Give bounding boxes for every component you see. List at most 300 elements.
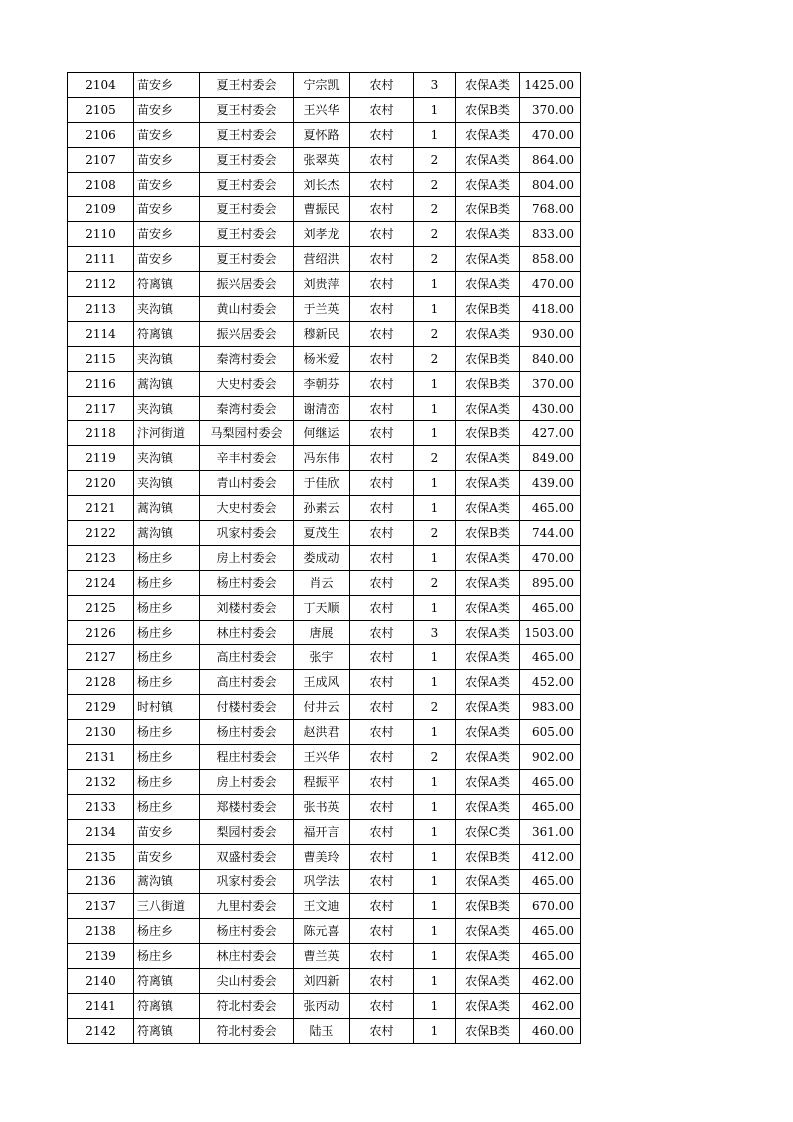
insurance-category-cell: 农保C类 [456, 819, 520, 844]
village-committee-cell: 夏王村委会 [200, 73, 294, 98]
insurance-category-cell: 农保B类 [456, 894, 520, 919]
village-committee-cell: 尖山村委会 [200, 969, 294, 994]
township-cell: 三八街道 [134, 894, 200, 919]
insurance-category-cell: 农保A类 [456, 247, 520, 272]
person-name-cell: 王成风 [294, 670, 350, 695]
village-committee-cell: 夏王村委会 [200, 147, 294, 172]
insurance-category-cell: 农保B类 [456, 1018, 520, 1043]
household-type-cell: 农村 [350, 321, 414, 346]
township-cell: 苗安乡 [134, 819, 200, 844]
member-count-cell: 1 [414, 122, 456, 147]
table-row [68, 570, 581, 595]
member-count-cell: 1 [414, 993, 456, 1018]
insurance-category-cell: 农保A类 [456, 620, 520, 645]
household-type-cell: 农村 [350, 745, 414, 770]
data-table [67, 72, 581, 1044]
amount-cell: 460.00 [520, 1018, 581, 1043]
table-row [68, 122, 581, 147]
household-type-cell: 农村 [350, 819, 414, 844]
amount-cell: 465.00 [520, 496, 581, 521]
record-number-cell: 2140 [68, 969, 134, 994]
amount-cell: 465.00 [520, 944, 581, 969]
household-type-cell: 农村 [350, 944, 414, 969]
household-type-cell: 农村 [350, 521, 414, 546]
person-name-cell: 刘孝龙 [294, 222, 350, 247]
person-name-cell: 丁天顺 [294, 595, 350, 620]
township-cell: 苗安乡 [134, 97, 200, 122]
table-row [68, 421, 581, 446]
person-name-cell: 冯东伟 [294, 446, 350, 471]
township-cell: 苗安乡 [134, 197, 200, 222]
person-name-cell: 程振平 [294, 769, 350, 794]
member-count-cell: 3 [414, 73, 456, 98]
township-cell: 符离镇 [134, 1018, 200, 1043]
insurance-category-cell: 农保B类 [456, 421, 520, 446]
village-committee-cell: 双盛村委会 [200, 844, 294, 869]
table-row [68, 346, 581, 371]
insurance-category-cell: 农保A类 [456, 222, 520, 247]
table-row [68, 670, 581, 695]
table-row [68, 496, 581, 521]
household-type-cell: 农村 [350, 670, 414, 695]
amount-cell: 465.00 [520, 769, 581, 794]
person-name-cell: 夏茂生 [294, 521, 350, 546]
member-count-cell: 1 [414, 844, 456, 869]
record-number-cell: 2123 [68, 545, 134, 570]
member-count-cell: 2 [414, 570, 456, 595]
table-row [68, 545, 581, 570]
township-cell: 夹沟镇 [134, 346, 200, 371]
record-number-cell: 2139 [68, 944, 134, 969]
village-committee-cell: 辛丰村委会 [200, 446, 294, 471]
record-number-cell: 2111 [68, 247, 134, 272]
insurance-category-cell: 农保B类 [456, 346, 520, 371]
household-type-cell: 农村 [350, 1018, 414, 1043]
record-number-cell: 2108 [68, 172, 134, 197]
township-cell: 杨庄乡 [134, 595, 200, 620]
person-name-cell: 营绍洪 [294, 247, 350, 272]
township-cell: 蒿沟镇 [134, 521, 200, 546]
table-row [68, 919, 581, 944]
amount-cell: 833.00 [520, 222, 581, 247]
person-name-cell: 张宇 [294, 645, 350, 670]
table-row [68, 695, 581, 720]
record-number-cell: 2115 [68, 346, 134, 371]
record-number-cell: 2120 [68, 471, 134, 496]
member-count-cell: 2 [414, 521, 456, 546]
village-committee-cell: 房上村委会 [200, 545, 294, 570]
insurance-category-cell: 农保A类 [456, 172, 520, 197]
household-type-cell: 农村 [350, 769, 414, 794]
village-committee-cell: 梨园村委会 [200, 819, 294, 844]
record-number-cell: 2117 [68, 396, 134, 421]
township-cell: 蒿沟镇 [134, 496, 200, 521]
member-count-cell: 1 [414, 769, 456, 794]
record-number-cell: 2132 [68, 769, 134, 794]
township-cell: 杨庄乡 [134, 620, 200, 645]
person-name-cell: 谢清峦 [294, 396, 350, 421]
amount-cell: 864.00 [520, 147, 581, 172]
amount-cell: 902.00 [520, 745, 581, 770]
record-number-cell: 2133 [68, 794, 134, 819]
amount-cell: 465.00 [520, 869, 581, 894]
person-name-cell: 付井云 [294, 695, 350, 720]
insurance-category-cell: 农保A类 [456, 919, 520, 944]
amount-cell: 439.00 [520, 471, 581, 496]
township-cell: 符离镇 [134, 272, 200, 297]
township-cell: 杨庄乡 [134, 670, 200, 695]
amount-cell: 370.00 [520, 371, 581, 396]
record-number-cell: 2141 [68, 993, 134, 1018]
insurance-category-cell: 农保A类 [456, 570, 520, 595]
village-committee-cell: 夏王村委会 [200, 222, 294, 247]
amount-cell: 465.00 [520, 645, 581, 670]
township-cell: 杨庄乡 [134, 944, 200, 969]
record-number-cell: 2121 [68, 496, 134, 521]
village-committee-cell: 程庄村委会 [200, 745, 294, 770]
record-number-cell: 2126 [68, 620, 134, 645]
table-row [68, 521, 581, 546]
household-type-cell: 农村 [350, 371, 414, 396]
household-type-cell: 农村 [350, 297, 414, 322]
township-cell: 夹沟镇 [134, 446, 200, 471]
member-count-cell: 2 [414, 446, 456, 471]
township-cell: 杨庄乡 [134, 919, 200, 944]
member-count-cell: 1 [414, 894, 456, 919]
table-row [68, 247, 581, 272]
amount-cell: 465.00 [520, 595, 581, 620]
table-row [68, 297, 581, 322]
insurance-category-cell: 农保B类 [456, 521, 520, 546]
amount-cell: 452.00 [520, 670, 581, 695]
village-committee-cell: 符北村委会 [200, 993, 294, 1018]
township-cell: 苗安乡 [134, 147, 200, 172]
amount-cell: 427.00 [520, 421, 581, 446]
insurance-category-cell: 农保A类 [456, 446, 520, 471]
amount-cell: 930.00 [520, 321, 581, 346]
member-count-cell: 2 [414, 695, 456, 720]
amount-cell: 465.00 [520, 794, 581, 819]
member-count-cell: 2 [414, 346, 456, 371]
amount-cell: 370.00 [520, 97, 581, 122]
township-cell: 汴河街道 [134, 421, 200, 446]
village-committee-cell: 高庄村委会 [200, 645, 294, 670]
township-cell: 苗安乡 [134, 247, 200, 272]
township-cell: 杨庄乡 [134, 645, 200, 670]
village-committee-cell: 九里村委会 [200, 894, 294, 919]
table-row [68, 321, 581, 346]
insurance-category-cell: 农保A类 [456, 147, 520, 172]
table-row [68, 894, 581, 919]
village-committee-cell: 大史村委会 [200, 371, 294, 396]
village-committee-cell: 大史村委会 [200, 496, 294, 521]
village-committee-cell: 杨庄村委会 [200, 919, 294, 944]
person-name-cell: 刘长杰 [294, 172, 350, 197]
amount-cell: 465.00 [520, 919, 581, 944]
member-count-cell: 2 [414, 321, 456, 346]
record-number-cell: 2110 [68, 222, 134, 247]
person-name-cell: 王文迪 [294, 894, 350, 919]
household-type-cell: 农村 [350, 346, 414, 371]
record-number-cell: 2127 [68, 645, 134, 670]
amount-cell: 840.00 [520, 346, 581, 371]
household-type-cell: 农村 [350, 446, 414, 471]
household-type-cell: 农村 [350, 720, 414, 745]
person-name-cell: 福开言 [294, 819, 350, 844]
table-row [68, 172, 581, 197]
person-name-cell: 巩学法 [294, 869, 350, 894]
table-row [68, 993, 581, 1018]
insurance-category-cell: 农保A类 [456, 769, 520, 794]
household-type-cell: 农村 [350, 844, 414, 869]
insurance-category-cell: 农保A类 [456, 745, 520, 770]
amount-cell: 462.00 [520, 969, 581, 994]
table-row [68, 73, 581, 98]
village-committee-cell: 振兴居委会 [200, 321, 294, 346]
amount-cell: 361.00 [520, 819, 581, 844]
record-number-cell: 2106 [68, 122, 134, 147]
record-number-cell: 2107 [68, 147, 134, 172]
household-type-cell: 农村 [350, 595, 414, 620]
insurance-category-cell: 农保A类 [456, 993, 520, 1018]
member-count-cell: 1 [414, 97, 456, 122]
amount-cell: 768.00 [520, 197, 581, 222]
township-cell: 苗安乡 [134, 844, 200, 869]
insurance-category-cell: 农保A类 [456, 496, 520, 521]
table-row [68, 471, 581, 496]
member-count-cell: 2 [414, 172, 456, 197]
member-count-cell: 1 [414, 720, 456, 745]
insurance-category-cell: 农保A类 [456, 321, 520, 346]
township-cell: 夹沟镇 [134, 297, 200, 322]
village-committee-cell: 杨庄村委会 [200, 720, 294, 745]
table-row [68, 620, 581, 645]
township-cell: 苗安乡 [134, 222, 200, 247]
insurance-category-cell: 农保B类 [456, 97, 520, 122]
household-type-cell: 农村 [350, 645, 414, 670]
village-committee-cell: 青山村委会 [200, 471, 294, 496]
person-name-cell: 张书英 [294, 794, 350, 819]
record-number-cell: 2114 [68, 321, 134, 346]
township-cell: 时村镇 [134, 695, 200, 720]
village-committee-cell: 夏王村委会 [200, 247, 294, 272]
person-name-cell: 肖云 [294, 570, 350, 595]
table-row [68, 197, 581, 222]
record-number-cell: 2104 [68, 73, 134, 98]
village-committee-cell: 夏王村委会 [200, 197, 294, 222]
household-type-cell: 农村 [350, 172, 414, 197]
person-name-cell: 穆新民 [294, 321, 350, 346]
person-name-cell: 娄成动 [294, 545, 350, 570]
village-committee-cell: 黄山村委会 [200, 297, 294, 322]
township-cell: 杨庄乡 [134, 545, 200, 570]
table-row [68, 869, 581, 894]
township-cell: 夹沟镇 [134, 396, 200, 421]
village-committee-cell: 夏王村委会 [200, 172, 294, 197]
table-row [68, 745, 581, 770]
person-name-cell: 赵洪君 [294, 720, 350, 745]
insurance-category-cell: 农保A类 [456, 944, 520, 969]
record-number-cell: 2137 [68, 894, 134, 919]
village-committee-cell: 付楼村委会 [200, 695, 294, 720]
person-name-cell: 陆玉 [294, 1018, 350, 1043]
member-count-cell: 3 [414, 620, 456, 645]
member-count-cell: 2 [414, 222, 456, 247]
record-number-cell: 2122 [68, 521, 134, 546]
record-number-cell: 2124 [68, 570, 134, 595]
member-count-cell: 1 [414, 272, 456, 297]
member-count-cell: 1 [414, 944, 456, 969]
record-number-cell: 2105 [68, 97, 134, 122]
amount-cell: 849.00 [520, 446, 581, 471]
township-cell: 符离镇 [134, 969, 200, 994]
insurance-category-cell: 农保A类 [456, 969, 520, 994]
village-committee-cell: 秦湾村委会 [200, 396, 294, 421]
person-name-cell: 何继运 [294, 421, 350, 446]
table-row [68, 97, 581, 122]
insurance-category-cell: 农保A类 [456, 272, 520, 297]
insurance-category-cell: 农保A类 [456, 645, 520, 670]
table-row [68, 969, 581, 994]
insurance-category-cell: 农保B类 [456, 197, 520, 222]
table-row [68, 645, 581, 670]
village-committee-cell: 夏王村委会 [200, 97, 294, 122]
village-committee-cell: 林庄村委会 [200, 944, 294, 969]
record-number-cell: 2142 [68, 1018, 134, 1043]
household-type-cell: 农村 [350, 919, 414, 944]
amount-cell: 858.00 [520, 247, 581, 272]
person-name-cell: 张丙动 [294, 993, 350, 1018]
member-count-cell: 2 [414, 197, 456, 222]
household-type-cell: 农村 [350, 969, 414, 994]
record-number-cell: 2119 [68, 446, 134, 471]
household-type-cell: 农村 [350, 147, 414, 172]
member-count-cell: 2 [414, 745, 456, 770]
member-count-cell: 2 [414, 147, 456, 172]
record-number-cell: 2129 [68, 695, 134, 720]
record-number-cell: 2125 [68, 595, 134, 620]
household-type-cell: 农村 [350, 869, 414, 894]
township-cell: 杨庄乡 [134, 769, 200, 794]
township-cell: 杨庄乡 [134, 720, 200, 745]
table-row [68, 769, 581, 794]
amount-cell: 418.00 [520, 297, 581, 322]
amount-cell: 430.00 [520, 396, 581, 421]
village-committee-cell: 刘楼村委会 [200, 595, 294, 620]
insurance-category-cell: 农保A类 [456, 670, 520, 695]
amount-cell: 804.00 [520, 172, 581, 197]
village-committee-cell: 振兴居委会 [200, 272, 294, 297]
person-name-cell: 王兴华 [294, 97, 350, 122]
insurance-category-cell: 农保B类 [456, 844, 520, 869]
member-count-cell: 1 [414, 919, 456, 944]
amount-cell: 1503.00 [520, 620, 581, 645]
township-cell: 苗安乡 [134, 122, 200, 147]
household-type-cell: 农村 [350, 894, 414, 919]
household-type-cell: 农村 [350, 122, 414, 147]
village-committee-cell: 高庄村委会 [200, 670, 294, 695]
table-row [68, 147, 581, 172]
township-cell: 杨庄乡 [134, 745, 200, 770]
amount-cell: 670.00 [520, 894, 581, 919]
household-type-cell: 农村 [350, 545, 414, 570]
member-count-cell: 1 [414, 471, 456, 496]
household-type-cell: 农村 [350, 222, 414, 247]
table-row [68, 794, 581, 819]
township-cell: 苗安乡 [134, 73, 200, 98]
amount-cell: 470.00 [520, 545, 581, 570]
member-count-cell: 1 [414, 819, 456, 844]
table-row [68, 396, 581, 421]
record-number-cell: 2134 [68, 819, 134, 844]
person-name-cell: 陈元喜 [294, 919, 350, 944]
member-count-cell: 2 [414, 247, 456, 272]
member-count-cell: 1 [414, 869, 456, 894]
person-name-cell: 夏怀路 [294, 122, 350, 147]
person-name-cell: 宁宗凯 [294, 73, 350, 98]
insurance-category-cell: 农保A类 [456, 471, 520, 496]
village-committee-cell: 马梨园村委会 [200, 421, 294, 446]
record-number-cell: 2138 [68, 919, 134, 944]
township-cell: 符离镇 [134, 321, 200, 346]
table-row [68, 720, 581, 745]
person-name-cell: 杨米爱 [294, 346, 350, 371]
person-name-cell: 于佳欣 [294, 471, 350, 496]
township-cell: 夹沟镇 [134, 471, 200, 496]
table-row [68, 595, 581, 620]
insurance-category-cell: 农保A类 [456, 869, 520, 894]
person-name-cell: 张翠英 [294, 147, 350, 172]
person-name-cell: 刘四新 [294, 969, 350, 994]
table-row [68, 222, 581, 247]
person-name-cell: 唐展 [294, 620, 350, 645]
village-committee-cell: 夏王村委会 [200, 122, 294, 147]
member-count-cell: 1 [414, 969, 456, 994]
person-name-cell: 李朝芬 [294, 371, 350, 396]
record-number-cell: 2131 [68, 745, 134, 770]
insurance-category-cell: 农保A类 [456, 396, 520, 421]
household-type-cell: 农村 [350, 695, 414, 720]
household-type-cell: 农村 [350, 993, 414, 1018]
table-row [68, 272, 581, 297]
insurance-category-cell: 农保A类 [456, 695, 520, 720]
village-committee-cell: 巩家村委会 [200, 521, 294, 546]
person-name-cell: 曹美玲 [294, 844, 350, 869]
village-committee-cell: 符北村委会 [200, 1018, 294, 1043]
member-count-cell: 1 [414, 396, 456, 421]
person-name-cell: 孙素云 [294, 496, 350, 521]
household-type-cell: 农村 [350, 247, 414, 272]
person-name-cell: 于兰英 [294, 297, 350, 322]
record-number-cell: 2136 [68, 869, 134, 894]
insurance-category-cell: 农保B类 [456, 297, 520, 322]
amount-cell: 744.00 [520, 521, 581, 546]
household-type-cell: 农村 [350, 471, 414, 496]
record-number-cell: 2135 [68, 844, 134, 869]
household-type-cell: 农村 [350, 97, 414, 122]
record-number-cell: 2130 [68, 720, 134, 745]
insurance-category-cell: 农保A类 [456, 595, 520, 620]
table-row [68, 1018, 581, 1043]
member-count-cell: 1 [414, 297, 456, 322]
member-count-cell: 1 [414, 545, 456, 570]
member-count-cell: 1 [414, 1018, 456, 1043]
household-type-cell: 农村 [350, 496, 414, 521]
township-cell: 杨庄乡 [134, 794, 200, 819]
member-count-cell: 1 [414, 371, 456, 396]
insurance-category-cell: 农保A类 [456, 720, 520, 745]
amount-cell: 470.00 [520, 122, 581, 147]
